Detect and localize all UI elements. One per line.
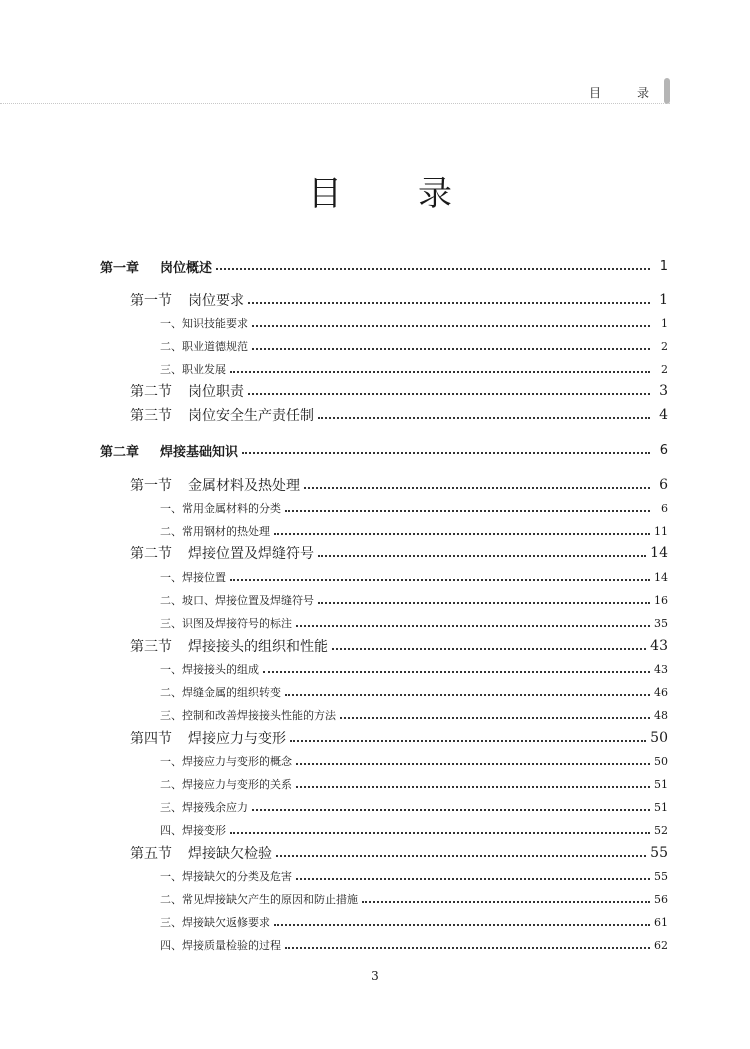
toc-leader bbox=[252, 348, 650, 350]
toc-leader bbox=[285, 510, 650, 512]
toc-title: 二、常用钢材的热处理 bbox=[160, 525, 270, 538]
toc-leader bbox=[290, 740, 646, 742]
toc-leader bbox=[340, 717, 650, 719]
toc-leader bbox=[230, 371, 650, 373]
toc-page: 14 bbox=[650, 545, 668, 561]
toc-section[interactable] bbox=[0, 381, 668, 401]
toc-title: 一、焊接位置 bbox=[160, 571, 226, 584]
toc-leader bbox=[230, 832, 650, 834]
toc-title: 焊接缺欠检验 bbox=[188, 846, 272, 862]
toc-leader bbox=[274, 924, 650, 926]
toc-leader bbox=[304, 487, 650, 489]
toc-section[interactable] bbox=[0, 728, 668, 748]
toc-title: 岗位概述 bbox=[160, 260, 213, 276]
toc-page: 14 bbox=[654, 570, 668, 584]
toc-leader bbox=[318, 417, 650, 419]
toc-title: 岗位要求 bbox=[188, 293, 244, 309]
toc-number: 第五节 bbox=[130, 846, 172, 862]
toc-title: 一、知识技能要求 bbox=[160, 317, 248, 330]
toc-leader bbox=[242, 452, 650, 454]
toc-leader bbox=[318, 602, 650, 604]
toc-leader bbox=[318, 555, 646, 557]
title-char-2: 录 bbox=[418, 174, 452, 214]
toc-number: 第四节 bbox=[130, 731, 172, 747]
toc-title: 四、焊接变形 bbox=[160, 824, 226, 837]
toc-leader bbox=[276, 855, 646, 857]
toc-page: 6 bbox=[659, 477, 668, 493]
toc-page: 6 bbox=[659, 442, 668, 458]
toc-page: 50 bbox=[654, 754, 668, 768]
toc-page: 50 bbox=[650, 730, 668, 746]
toc-title: 焊接位置及焊缝符号 bbox=[188, 546, 314, 562]
toc-page: 16 bbox=[654, 593, 668, 607]
toc-leader bbox=[362, 901, 650, 903]
toc-number: 第一节 bbox=[130, 293, 172, 309]
toc-page: 48 bbox=[654, 708, 668, 722]
toc-page: 56 bbox=[654, 892, 668, 906]
toc-subsection[interactable] bbox=[0, 935, 668, 955]
toc-title: 一、焊接缺欠的分类及危害 bbox=[160, 870, 292, 883]
toc-subsection[interactable] bbox=[0, 705, 668, 725]
toc-subsection[interactable] bbox=[0, 590, 668, 610]
toc-leader bbox=[296, 763, 650, 765]
toc-leader bbox=[296, 878, 650, 880]
toc-title: 岗位安全生产责任制 bbox=[188, 408, 314, 424]
toc-subsection[interactable] bbox=[0, 313, 668, 333]
toc-title: 岗位职责 bbox=[188, 384, 244, 400]
toc-title: 二、坡口、焊接位置及焊缝符号 bbox=[160, 594, 314, 607]
toc-title: 三、职业发展 bbox=[160, 363, 226, 376]
toc-page: 1 bbox=[659, 258, 668, 274]
toc-number: 第二章 bbox=[100, 444, 140, 460]
toc-subsection[interactable] bbox=[0, 567, 668, 587]
toc-leader bbox=[296, 625, 650, 627]
toc-section[interactable] bbox=[0, 405, 668, 425]
toc-leader bbox=[252, 325, 650, 327]
toc-title: 金属材料及热处理 bbox=[188, 478, 300, 494]
toc-page: 61 bbox=[654, 915, 668, 929]
toc-chapter[interactable] bbox=[0, 256, 668, 276]
toc-subsection[interactable] bbox=[0, 751, 668, 771]
toc-number: 第一章 bbox=[100, 260, 140, 276]
toc-page: 46 bbox=[654, 685, 668, 699]
toc-title: 焊接基础知识 bbox=[160, 444, 239, 460]
toc-page: 1 bbox=[659, 292, 668, 308]
toc-page: 51 bbox=[654, 777, 668, 791]
toc-leader bbox=[332, 648, 646, 650]
toc-section[interactable] bbox=[0, 636, 668, 656]
toc-page: 1 bbox=[661, 316, 668, 330]
toc-title: 一、焊接应力与变形的概念 bbox=[160, 755, 292, 768]
toc-page: 35 bbox=[654, 616, 668, 630]
toc-number: 第二节 bbox=[130, 546, 172, 562]
toc-page: 3 bbox=[659, 383, 668, 399]
toc-title: 二、职业道德规范 bbox=[160, 340, 248, 353]
toc-page: 43 bbox=[654, 662, 668, 676]
toc-leader bbox=[274, 533, 650, 535]
toc-title: 四、焊接质量检验的过程 bbox=[160, 939, 281, 952]
toc-title: 三、识图及焊接符号的标注 bbox=[160, 617, 292, 630]
toc-leader bbox=[248, 393, 650, 395]
running-head-right: 录 bbox=[636, 86, 649, 100]
toc-subsection[interactable] bbox=[0, 521, 668, 541]
toc-page: 62 bbox=[654, 938, 668, 952]
toc-leader bbox=[285, 947, 650, 949]
toc-page: 11 bbox=[654, 524, 668, 538]
toc-chapter[interactable] bbox=[0, 440, 668, 460]
toc-number: 第二节 bbox=[130, 384, 172, 400]
toc-number: 第三节 bbox=[130, 408, 172, 424]
toc-subsection[interactable] bbox=[0, 866, 668, 886]
toc-section[interactable] bbox=[0, 543, 668, 563]
toc-leader bbox=[263, 671, 650, 673]
toc-subsection[interactable] bbox=[0, 797, 668, 817]
toc-title: 三、焊接缺欠返修要求 bbox=[160, 916, 270, 929]
toc-subsection[interactable] bbox=[0, 889, 668, 909]
toc-number: 第三节 bbox=[130, 639, 172, 655]
toc-page: 4 bbox=[659, 407, 668, 423]
toc-subsection[interactable] bbox=[0, 774, 668, 794]
toc-number: 第一节 bbox=[130, 478, 172, 494]
toc-leader bbox=[252, 809, 650, 811]
toc-title: 二、焊缝金属的组织转变 bbox=[160, 686, 281, 699]
toc-page: 55 bbox=[654, 869, 668, 883]
toc-title: 一、焊接接头的组成 bbox=[160, 663, 259, 676]
page-number: 3 bbox=[371, 969, 379, 983]
toc-title: 一、常用金属材料的分类 bbox=[160, 502, 281, 515]
toc-subsection[interactable] bbox=[0, 336, 668, 356]
toc-page: 51 bbox=[654, 800, 668, 814]
toc-leader bbox=[230, 579, 650, 581]
toc-subsection[interactable] bbox=[0, 820, 668, 840]
toc-title: 二、焊接应力与变形的关系 bbox=[160, 778, 292, 791]
toc-section[interactable] bbox=[0, 290, 668, 310]
running-head-left: 目 bbox=[588, 86, 601, 100]
toc-subsection[interactable] bbox=[0, 613, 668, 633]
toc-title: 三、焊接残余应力 bbox=[160, 801, 248, 814]
toc-subsection[interactable] bbox=[0, 359, 668, 379]
toc-leader bbox=[296, 786, 650, 788]
toc-page: 2 bbox=[661, 339, 668, 353]
toc-leader bbox=[248, 302, 650, 304]
toc-leader bbox=[285, 694, 650, 696]
toc-section[interactable] bbox=[0, 843, 668, 863]
toc-subsection[interactable] bbox=[0, 912, 668, 932]
toc-page: 43 bbox=[650, 638, 668, 654]
toc-title: 焊接接头的组织和性能 bbox=[188, 639, 328, 655]
toc-subsection[interactable] bbox=[0, 682, 668, 702]
toc-subsection[interactable] bbox=[0, 659, 668, 679]
toc-title: 三、控制和改善焊接接头性能的方法 bbox=[160, 709, 336, 722]
toc-page: 55 bbox=[650, 845, 668, 861]
toc-title: 焊接应力与变形 bbox=[188, 731, 286, 747]
toc-page: 52 bbox=[654, 823, 668, 837]
toc-page: 6 bbox=[661, 501, 668, 515]
toc-section[interactable] bbox=[0, 475, 668, 495]
title-char-1: 目 bbox=[308, 174, 342, 214]
toc-title: 二、常见焊接缺欠产生的原因和防止措施 bbox=[160, 893, 358, 906]
toc-leader bbox=[216, 268, 650, 270]
toc-subsection[interactable] bbox=[0, 498, 668, 518]
toc-page: 2 bbox=[661, 362, 668, 376]
